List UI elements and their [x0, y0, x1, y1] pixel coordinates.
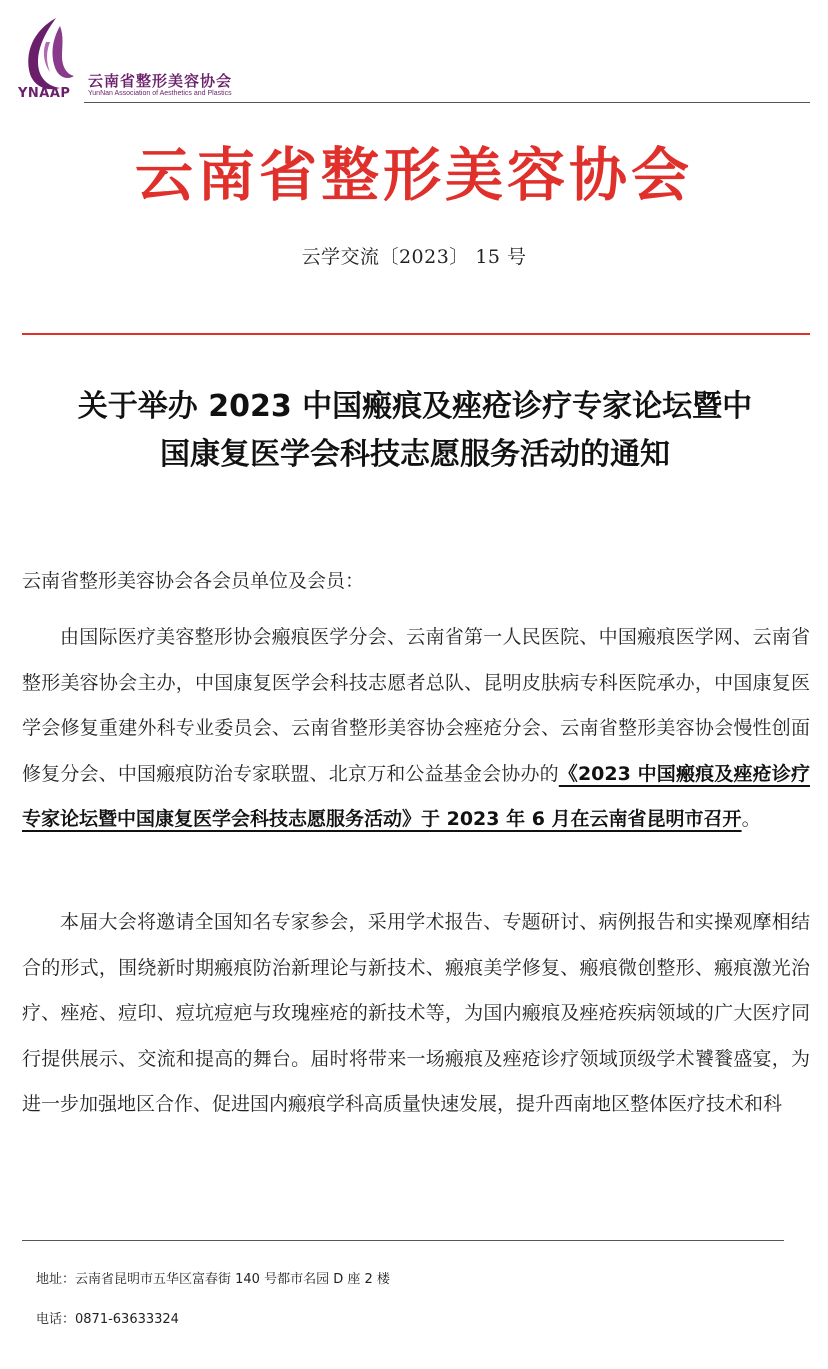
footer-divider — [22, 1240, 784, 1241]
paragraph-text: 由国际医疗美容整形协会瘢痕医学分会、云南省第一人民医院、中国瘢痕医学网、云南省整形美容协会主办，中国康复医学会科技志愿者总队、昆明皮肤病专科医院承办，中国康复医学会修复重建外科专业委员会、云南省整形美容协会痤疮分会、云南省整形美容协会慢性创面修复分会、中国瘢痕防治专家联盟、北京万和公益基金会协办的 — [22, 626, 810, 785]
document-number: 云学交流〔2023〕 15 号 — [301, 246, 527, 268]
body-paragraph — [22, 615, 810, 843]
salutation: 云南省整形美容协会各会员单位及会员： — [22, 570, 365, 592]
event-name-emphasis: 《2023 中国瘢痕及痤疮诊疗专家论坛暨中国康复医学会科技志愿服务活动》于 2023 年 6 月在云南省昆明市召开 — [22, 762, 810, 830]
header-divider — [84, 102, 810, 103]
notice-title-line: 关于举办 2023 中国瘢痕及痤疮诊疗专家论坛暨中 — [77, 389, 753, 424]
body-paragraph: 本届大会将邀请全国知名专家参会，采用学术报告、专题研讨、病例报告和实操观摩相结合的形式，围绕新时期瘢痕防治新理论与新技术、瘢痕美学修复、瘢痕微创整形、瘢痕激光治疗、痤疮、痘印、痘坑痘疤与玫瑰痤疮的新技术等，为国内瘢痕及痤疮疾病领域的广大医疗同行提供展示、交流和提高的舞台。届时将带来一场瘢痕及痤疮诊疗领域顶级学术饕餮盛宴，为进一步加强地区合作、促进国内瘢痕学科高质量快速发展，提升西南地区整体医疗技术和科 — [22, 911, 810, 1115]
notice-title — [20, 383, 810, 479]
organization-title: 云南省整形美容协会 — [134, 141, 693, 209]
logo-english-name: YunNan Association of Aesthetics and Plastics — [88, 90, 232, 97]
red-divider — [22, 333, 810, 335]
paragraph-text: 。 — [741, 808, 761, 830]
notice-title-line: 国康复医学会科技志愿服务活动的通知 — [160, 437, 670, 472]
logo-acronym: YNAAP — [18, 86, 71, 101]
footer-phone: 电话：0871-63633324 — [36, 1312, 179, 1327]
footer-address: 地址：云南省昆明市五华区富春街 140 号都市名园 D 座 2 楼 — [36, 1272, 390, 1287]
logo-chinese-name: 云南省整形美容协会 — [88, 72, 233, 90]
